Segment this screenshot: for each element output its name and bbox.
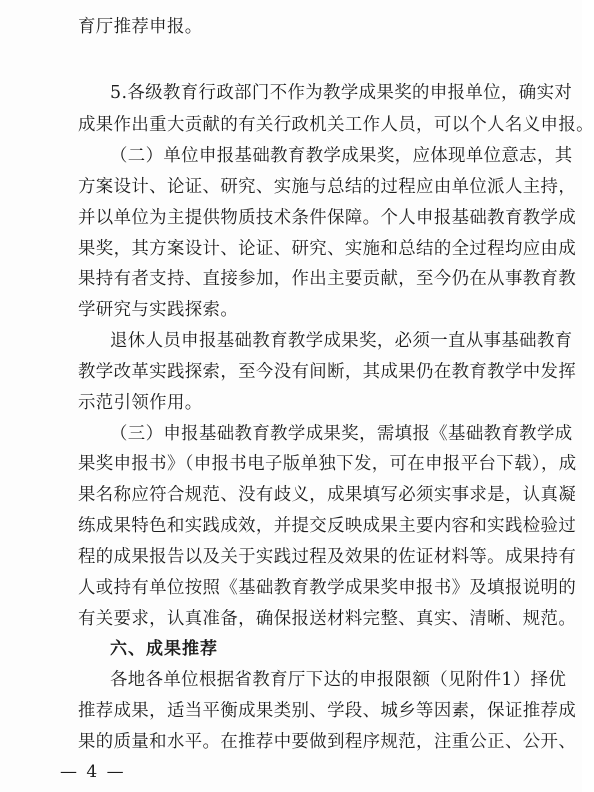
text-line: 各地各单位根据省教育厅下达的申报限额（见附件1）择优: [110, 670, 567, 690]
text-line: 育厅推荐申报。: [78, 17, 203, 37]
text-line: 退休人员申报基础教育教学成果奖，必须一直从事基础教育: [110, 331, 573, 351]
text-line: 果奖申报书》（申报书电子版单独下发，可在申报平台下载），成: [78, 454, 577, 474]
text-line: 示范引领作用。: [78, 393, 203, 413]
page-number: — 4 —: [60, 762, 126, 782]
text-line: 果名称应符合规范、没有歧义，成果填写必须实事求是，认真凝: [78, 485, 577, 505]
text-line: 果持有者支持、直接参加，作出主要贡献，至今仍在从事教育教: [78, 269, 577, 289]
text-line: 推荐成果，适当平衡成果类别、学段、城乡等因素，保证推荐成: [78, 701, 577, 721]
text-line: 果奖，其方案设计、论证、研究、实施和总结的全过程均应由成: [78, 239, 577, 259]
text-line: 练成果特色和实践成效，并提交反映成果主要内容和实践检验过: [78, 516, 577, 536]
text-line: 程的成果报告以及关于实践过程及效果的佐证材料等。成果持有: [78, 547, 577, 567]
text-line: 学研究与实践探索。: [78, 300, 239, 320]
text-line: 教学改革实践探索，至今没有间断，其成果仍在教育教学中发挥: [78, 362, 577, 382]
text-line: （三）申报基础教育教学成果奖，需填报《基础教育教学成: [110, 424, 573, 444]
text-line: 5.各级教育行政部门不作为教学成果奖的申报单位，确实对: [110, 83, 573, 103]
text-line: （二）单位申报基础教育教学成果奖，应体现单位意志，其: [110, 146, 573, 166]
text-line: 人或持有单位按照《基础教育教学成果奖申报书》及填报说明的: [78, 578, 577, 598]
section-heading: 六、成果推荐: [110, 639, 218, 659]
text-line: 果的质量和水平。在推荐中要做到程序规范，注重公正、公开、: [78, 732, 577, 752]
text-line: 方案设计、论证、研究、实施与总结的过程应由单位派人主持，: [78, 177, 577, 197]
text-line: 成果作出重大贡献的有关行政机关工作人员，可以个人名义申报。: [78, 115, 594, 135]
text-line: 有关要求，认真准备，确保报送材料完整、真实、清晰、规范。: [78, 609, 577, 629]
text-line: 并以单位为主提供物质技术条件保障。个人申报基础教育教学成: [78, 208, 577, 228]
